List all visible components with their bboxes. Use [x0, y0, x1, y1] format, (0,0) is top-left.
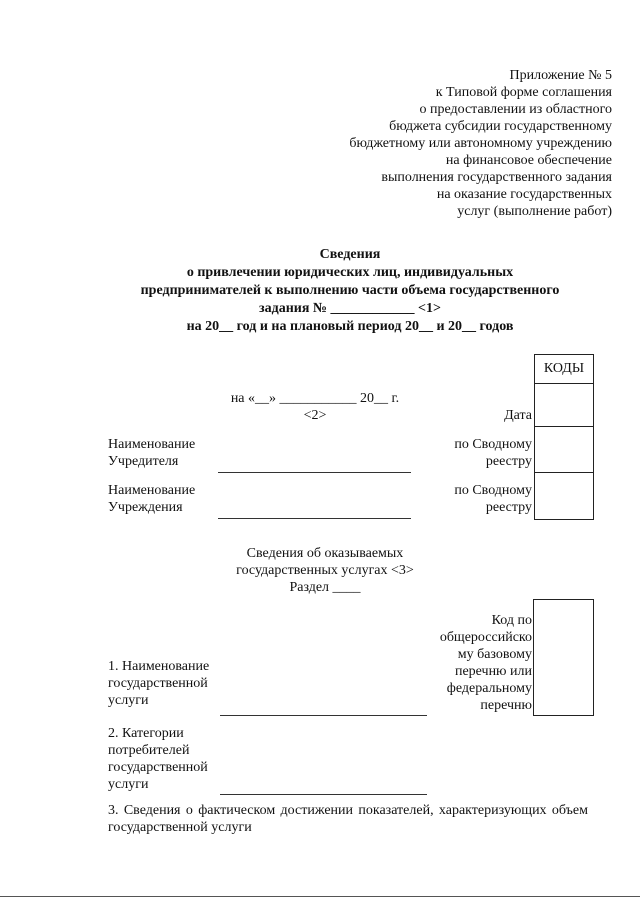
title-line-1: Сведения	[319, 247, 381, 262]
appendix-line-4: бюджета субсидии государственному	[389, 119, 612, 134]
codes-header-cell	[534, 354, 594, 384]
date-note: <2>	[303, 408, 327, 423]
consumers-line[interactable]	[220, 794, 427, 795]
date-label: Дата	[504, 408, 532, 423]
date-line: на «__» ___________ 20__ г.	[230, 391, 400, 406]
codes-header: КОДЫ	[543, 361, 585, 376]
page-bottom-edge	[0, 896, 640, 897]
founder-name-line[interactable]	[218, 472, 411, 473]
institution-code-cell[interactable]	[534, 472, 594, 520]
founder-registry-label: по Сводному реестру	[454, 437, 532, 469]
appendix-line-8: на оказание государственных	[436, 187, 612, 202]
appendix-line-5: бюджетному или автономному учреждению	[349, 136, 612, 151]
appendix-line-3: о предоставлении из областного	[419, 102, 612, 117]
title-line-2: о привлечении юридических лиц, индивидуальных	[186, 265, 514, 280]
institution-name-line[interactable]	[218, 518, 411, 519]
appendix-line-9: услуг (выполнение работ)	[457, 204, 612, 219]
service-name-line[interactable]	[220, 715, 427, 716]
appendix-line-7: выполнения государственного задания	[381, 170, 612, 185]
title-line-3: предпринимателей к выполнению части объема государственного	[140, 283, 560, 298]
date-code-cell[interactable]	[534, 383, 594, 427]
institution-registry-label: по Сводному реестру	[454, 483, 532, 515]
document-title	[60, 246, 640, 336]
appendix-line-6: на финансовое обеспечение	[445, 153, 612, 168]
consumers-label: 2. Категории потребителей государственной услуги	[108, 726, 208, 792]
service-name-label: 1. Наименование государственной услуги	[108, 659, 210, 708]
services-heading	[200, 545, 450, 596]
founder-code-cell[interactable]	[534, 426, 594, 473]
title-line-4: задания № ____________ <1>	[259, 301, 441, 316]
base-list-label: Код по общероссийско му базовому перечню или федеральному перечню	[439, 613, 532, 713]
section-3-text: 3. Сведения о фактическом достижении показателей, характеризующих объем государственной услуги	[108, 803, 588, 835]
title-line-5: на 20__ год и на плановый период 20__ и 20__ годов	[186, 319, 514, 334]
institution-label: Наименование Учреждения	[108, 483, 196, 515]
base-list-code-cell[interactable]	[533, 599, 594, 716]
services-heading-line-3: Раздел ____	[289, 580, 361, 595]
appendix-header	[250, 67, 612, 220]
founder-label: Наименование Учредителя	[108, 437, 196, 469]
appendix-line-2: к Типовой форме соглашения	[435, 85, 612, 100]
appendix-line-1: Приложение № 5	[509, 68, 612, 83]
services-heading-line-1: Сведения об оказываемых	[246, 546, 404, 561]
services-heading-line-2: государственных услугах <3>	[236, 563, 414, 578]
